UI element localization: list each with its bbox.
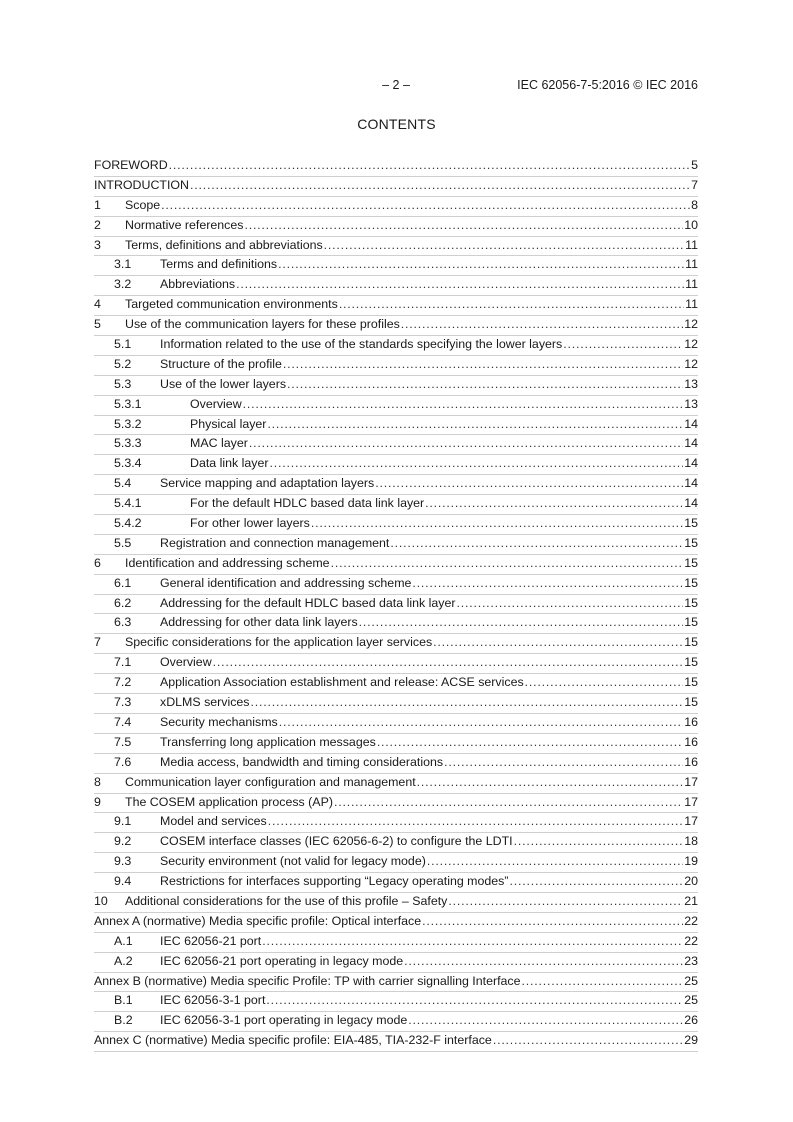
toc-entry-title: Annex C (normative) Media specific profile: EIA-485, TIA-232-F interface	[94, 1033, 492, 1048]
toc-leader-dots	[278, 257, 684, 271]
toc-entry-page: 14	[684, 496, 698, 511]
toc-leader-dots	[249, 436, 683, 450]
toc-leader-dots	[493, 1033, 683, 1047]
toc-entry-title: Transferring long application messages	[160, 734, 376, 749]
toc-entry-number: B.1	[114, 993, 133, 1008]
toc-entry[interactable]	[94, 555, 698, 575]
toc-entry[interactable]	[94, 654, 698, 674]
toc-entry[interactable]	[94, 833, 698, 853]
toc-entry[interactable]	[94, 535, 698, 555]
toc-entry-page: 13	[684, 376, 698, 391]
toc-entry-page: 15	[684, 575, 698, 590]
toc-entry[interactable]	[94, 515, 698, 535]
toc-entry-number: 7.6	[114, 754, 132, 769]
toc-entry-number: 1	[94, 197, 101, 212]
toc-entry-number: A.1	[114, 933, 133, 948]
toc-entry-title: Normative references	[125, 217, 244, 232]
toc-leader-dots	[268, 814, 683, 828]
toc-entry-number: 6.2	[114, 595, 132, 610]
page-title: CONTENTS	[357, 116, 436, 132]
toc-entry-title: Identification and addressing scheme	[125, 555, 330, 570]
toc-leader-dots	[422, 914, 683, 928]
toc-entry-page: 25	[684, 973, 698, 988]
toc-entry-page: 8	[691, 197, 698, 212]
toc-leader-dots	[244, 218, 683, 232]
toc-entry[interactable]	[94, 595, 698, 615]
toc-leader-dots	[401, 317, 683, 331]
toc-entry[interactable]	[94, 734, 698, 754]
toc-entry-page: 11	[685, 277, 698, 292]
toc-entry-number: 4	[94, 297, 101, 312]
toc-leader-dots	[270, 456, 684, 470]
toc-entry-page: 14	[684, 476, 698, 491]
toc-entry[interactable]	[94, 674, 698, 694]
toc-entry-page: 13	[684, 396, 698, 411]
toc-entry-number: 7.5	[114, 734, 132, 749]
toc-entry[interactable]	[94, 913, 698, 933]
toc-entry-page: 5	[691, 158, 698, 172]
toc-entry-page: 25	[684, 993, 698, 1008]
toc-leader-dots	[563, 337, 683, 351]
toc-entry[interactable]	[94, 435, 698, 455]
toc-entry-title: Overview	[160, 655, 212, 670]
toc-entry-number: 6.1	[114, 575, 132, 590]
toc-entry[interactable]	[94, 973, 698, 993]
toc-leader-dots	[404, 954, 683, 968]
toc-entry-number: A.2	[114, 953, 133, 968]
toc-entry-title: Addressing for the default HDLC based data link layer	[160, 595, 456, 610]
toc-leader-dots	[262, 934, 683, 948]
toc-leader-dots	[375, 476, 683, 490]
toc-leader-dots	[427, 854, 683, 868]
toc-entry-number: 5.3.2	[114, 416, 142, 431]
toc-leader-dots	[311, 516, 683, 530]
toc-leader-dots	[331, 556, 684, 570]
toc-entry-page: 15	[684, 595, 698, 610]
toc-entry[interactable]	[94, 237, 698, 257]
toc-entry-title: Additional considerations for the use of this profile – Safety	[125, 893, 448, 908]
toc-entry-page: 7	[691, 177, 698, 192]
page-header	[0, 78, 793, 94]
toc-leader-dots	[417, 775, 684, 789]
toc-entry-number: 5.3.3	[114, 436, 142, 451]
toc-entry-page: 29	[684, 1033, 698, 1048]
toc-entry-number: 9.2	[114, 834, 132, 849]
toc-entry-title: Service mapping and adaptation layers	[160, 476, 375, 491]
toc-entry-title: IEC 62056-21 port operating in legacy mode	[160, 953, 404, 968]
toc-entry-title: Security mechanisms	[160, 714, 278, 729]
toc-entry-title: Communication layer configuration and management	[125, 774, 416, 789]
toc-leader-dots	[267, 417, 683, 431]
toc-entry-number: 9	[94, 794, 101, 809]
toc-entry-number: 5.4	[114, 476, 132, 491]
toc-entry-title: COSEM interface classes (IEC 62056-6-2) to configure the LDTI	[160, 834, 513, 849]
toc-entry-page: 12	[684, 317, 698, 332]
toc-entry-title: INTRODUCTION	[94, 177, 189, 192]
toc-entry[interactable]	[94, 336, 698, 356]
toc-entry-page: 20	[684, 874, 698, 889]
toc-entry-title: General identification and addressing scheme	[160, 575, 412, 590]
toc-entry-page: 11	[685, 257, 698, 272]
toc-entry-title: FOREWORD	[94, 158, 168, 172]
toc-entry-number: 5.1	[114, 337, 132, 352]
toc-entry-title: Physical layer	[190, 416, 267, 431]
toc-entry-title: Structure of the profile	[160, 356, 282, 371]
toc-entry[interactable]	[94, 416, 698, 436]
toc-leader-dots	[190, 178, 690, 192]
toc-entry-number: 2	[94, 217, 101, 232]
toc-entry[interactable]	[94, 813, 698, 833]
toc-entry[interactable]	[94, 356, 698, 376]
toc-entry-page: 12	[684, 356, 698, 371]
table-of-contents	[94, 157, 698, 1052]
toc-leader-dots	[279, 715, 683, 729]
toc-entry[interactable]	[94, 396, 698, 416]
toc-leader-dots	[283, 357, 683, 371]
toc-entry-page: 14	[684, 436, 698, 451]
toc-entry-page: 22	[684, 933, 698, 948]
toc-entry-page: 10	[684, 217, 698, 232]
toc-entry-title: Model and services	[160, 814, 267, 829]
toc-entry[interactable]	[94, 376, 698, 396]
toc-entry-page: 17	[684, 774, 698, 789]
toc-entry-title: MAC layer	[190, 436, 248, 451]
toc-entry-title: IEC 62056-3-1 port operating in legacy mode	[160, 1013, 408, 1028]
toc-entry-number: 3	[94, 237, 101, 252]
toc-leader-dots	[251, 695, 684, 709]
toc-entry-number: 5.3.4	[114, 456, 142, 471]
toc-leader-dots	[448, 894, 683, 908]
toc-entry-number: 5.5	[114, 535, 132, 550]
toc-entry-title: Abbreviations	[160, 277, 236, 292]
toc-leader-dots	[236, 277, 684, 291]
toc-leader-dots	[324, 238, 684, 252]
toc-leader-dots	[456, 596, 683, 610]
toc-leader-dots	[522, 974, 684, 988]
toc-entry-title: The COSEM application process (AP)	[125, 794, 333, 809]
toc-entry-title: Data link layer	[190, 456, 269, 471]
toc-entry-number: 5.2	[114, 356, 132, 371]
toc-entry-page: 15	[684, 655, 698, 670]
toc-entry-number: 10	[94, 893, 108, 908]
document-reference: IEC 62056-7-5:2016 © IEC 2016	[517, 78, 698, 92]
toc-entry-number: 7	[94, 635, 101, 650]
toc-leader-dots	[266, 993, 683, 1007]
toc-entry[interactable]	[94, 256, 698, 276]
toc-entry-number: 3.2	[114, 277, 132, 292]
toc-entry-number: 5.4.1	[114, 496, 142, 511]
toc-entry-number: 6.3	[114, 615, 132, 630]
toc-entry-page: 17	[684, 814, 698, 829]
toc-entry-page: 15	[684, 635, 698, 650]
toc-leader-dots	[161, 198, 690, 212]
toc-entry[interactable]	[94, 495, 698, 515]
toc-leader-dots	[525, 675, 684, 689]
toc-entry-page: 26	[684, 1013, 698, 1028]
toc-entry[interactable]	[94, 893, 698, 913]
toc-leader-dots	[377, 735, 683, 749]
toc-entry[interactable]	[94, 316, 698, 336]
toc-entry-number: 7.3	[114, 695, 132, 710]
toc-entry[interactable]	[94, 475, 698, 495]
toc-entry[interactable]	[94, 157, 698, 177]
toc-leader-dots	[243, 397, 684, 411]
toc-entry-title: Addressing for other data link layers	[160, 615, 358, 630]
toc-entry-page: 22	[684, 913, 698, 928]
toc-entry[interactable]	[94, 694, 698, 714]
toc-entry-number: 5.3.1	[114, 396, 142, 411]
toc-entry[interactable]	[94, 992, 698, 1012]
toc-entry[interactable]	[94, 774, 698, 794]
toc-entry-page: 11	[685, 297, 698, 312]
toc-entry-number: 6	[94, 555, 101, 570]
toc-entry-title: For the default HDLC based data link layer	[190, 496, 425, 511]
toc-leader-dots	[433, 635, 683, 649]
toc-entry-title: Use of the lower layers	[160, 376, 287, 391]
toc-entry-title: Information related to the use of the standards specifying the lower layers	[160, 337, 563, 352]
toc-entry-page: 12	[684, 337, 698, 352]
toc-leader-dots	[408, 1013, 683, 1027]
toc-leader-dots	[425, 496, 683, 510]
toc-entry[interactable]	[94, 455, 698, 475]
toc-entry-number: 9.1	[114, 814, 132, 829]
toc-entry[interactable]	[94, 953, 698, 973]
toc-entry-title: xDLMS services	[160, 695, 250, 710]
toc-entry[interactable]	[94, 714, 698, 734]
toc-leader-dots	[213, 655, 684, 669]
toc-leader-dots	[510, 874, 684, 888]
toc-entry[interactable]	[94, 634, 698, 654]
toc-entry-title: Overview	[190, 396, 242, 411]
toc-entry-title: Specific considerations for the application layer services	[125, 635, 433, 650]
toc-leader-dots	[169, 158, 690, 172]
toc-entry-page: 15	[684, 615, 698, 630]
toc-leader-dots	[287, 377, 683, 391]
toc-entry-page: 15	[684, 555, 698, 570]
toc-entry-number: 9.3	[114, 854, 132, 869]
page-number: – 2 –	[382, 78, 410, 92]
toc-entry-page: 16	[684, 734, 698, 749]
toc-entry-page: 16	[684, 754, 698, 769]
toc-entry-page: 21	[684, 893, 698, 908]
toc-entry-title: Annex B (normative) Media specific Profile: TP with carrier signalling Interface	[94, 973, 521, 988]
toc-leader-dots	[390, 536, 683, 550]
toc-entry-page: 23	[684, 953, 698, 968]
toc-entry-number: 5.3	[114, 376, 132, 391]
toc-entry[interactable]	[94, 575, 698, 595]
toc-entry-page: 16	[684, 714, 698, 729]
toc-entry-title: Security environment (not valid for legacy mode)	[160, 854, 426, 869]
toc-entry-title: Targeted communication environments	[125, 297, 338, 312]
toc-leader-dots	[339, 297, 684, 311]
toc-entry[interactable]	[94, 614, 698, 634]
toc-entry-number: 7.2	[114, 675, 132, 690]
toc-entry-title: Media access, bandwidth and timing considerations	[160, 754, 444, 769]
toc-entry-title: Use of the communication layers for these profiles	[125, 317, 400, 332]
toc-entry-page: 15	[684, 695, 698, 710]
toc-entry-number: 7.1	[114, 655, 132, 670]
toc-entry-number: 7.4	[114, 714, 132, 729]
toc-entry-page: 15	[684, 535, 698, 550]
toc-entry-page: 14	[684, 416, 698, 431]
toc-entry[interactable]	[94, 276, 698, 296]
toc-entry-title: Terms and definitions	[160, 257, 278, 272]
toc-entry[interactable]	[94, 873, 698, 893]
toc-entry-number: 5	[94, 317, 101, 332]
toc-entry-title: Registration and connection management	[160, 535, 390, 550]
toc-entry[interactable]	[94, 853, 698, 873]
toc-entry-page: 15	[684, 516, 698, 531]
toc-entry-title: IEC 62056-3-1 port	[160, 993, 266, 1008]
toc-entry-page: 17	[684, 794, 698, 809]
toc-entry[interactable]	[94, 794, 698, 814]
toc-entry-page: 14	[684, 456, 698, 471]
toc-leader-dots	[412, 576, 683, 590]
toc-entry-title: Scope	[125, 197, 161, 212]
toc-entry-number: B.2	[114, 1013, 133, 1028]
toc-entry-title: Restrictions for interfaces supporting “Legacy operating modes”	[160, 874, 509, 889]
toc-leader-dots	[514, 834, 684, 848]
toc-entry-number: 5.4.2	[114, 516, 142, 531]
toc-entry[interactable]	[94, 217, 698, 237]
toc-entry-title: Terms, definitions and abbreviations	[125, 237, 323, 252]
toc-entry-page: 18	[684, 834, 698, 849]
toc-entry[interactable]	[94, 177, 698, 197]
toc-leader-dots	[359, 615, 684, 629]
toc-entry-page: 19	[684, 854, 698, 869]
toc-entry-number: 8	[94, 774, 101, 789]
toc-entry[interactable]	[94, 1032, 698, 1052]
toc-entry[interactable]	[94, 1012, 698, 1032]
toc-entry-page: 15	[684, 675, 698, 690]
toc-entry-title: Annex A (normative) Media specific profile: Optical interface	[94, 913, 422, 928]
toc-entry-title: For other lower layers	[190, 516, 310, 531]
toc-entry[interactable]	[94, 754, 698, 774]
toc-leader-dots	[444, 755, 683, 769]
toc-entry-number: 3.1	[114, 257, 132, 272]
toc-entry-page: 11	[685, 237, 698, 252]
toc-entry[interactable]	[94, 197, 698, 217]
toc-entry[interactable]	[94, 296, 698, 316]
toc-entry[interactable]	[94, 933, 698, 953]
toc-entry-title: Application Association establishment and release: ACSE services	[160, 675, 524, 690]
toc-entry-number: 9.4	[114, 874, 132, 889]
toc-leader-dots	[334, 795, 683, 809]
toc-entry-title: IEC 62056-21 port	[160, 933, 262, 948]
